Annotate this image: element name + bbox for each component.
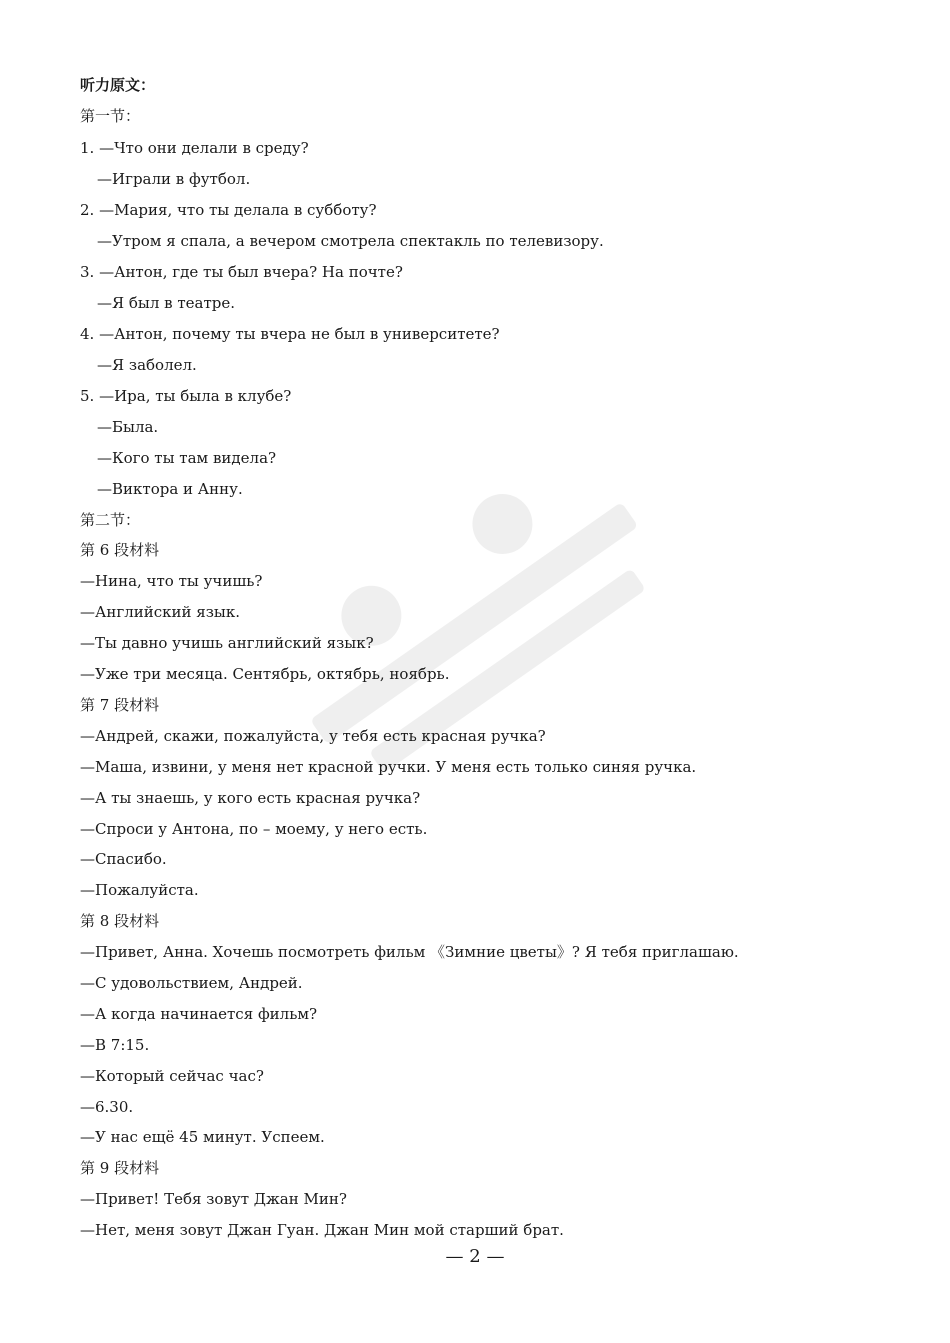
dialogue-line: —6.30. <box>80 1098 134 1116</box>
dialogue-line: —В 7:15. <box>80 1036 150 1054</box>
dialogue-line: —Была. <box>97 418 159 436</box>
page-number: — 2 — <box>445 1246 505 1267</box>
material-label: 第 8 段材料 <box>80 912 160 930</box>
dialogue-line: —Спасибо. <box>80 850 167 868</box>
page-title: 听力原文： <box>80 76 156 94</box>
section-heading: 第二节： <box>80 511 141 529</box>
watermark-image <box>270 440 730 880</box>
dialogue-line: —Привет! Тебя зовут Джан Мин? <box>80 1190 347 1208</box>
dialogue-line: —У нас ещё 45 минут. Успеем. <box>80 1128 325 1146</box>
dialogue-line: 3. —Антон, где ты был вчера? На почте? <box>80 263 403 281</box>
dialogue-line: —Маша, извини, у меня нет красной ручки. У меня есть только синяя ручка. <box>80 758 697 776</box>
dialogue-line: —Ты давно учишь английский язык? <box>80 634 374 652</box>
dialogue-line: —Я был в театре. <box>97 294 236 312</box>
dialogue-line: —Пожалуйста. <box>80 881 199 899</box>
dialogue-line: —Который сейчас час? <box>80 1067 264 1085</box>
dialogue-line: —Утром я спала, а вечером смотрела спектакль по телевизору. <box>97 232 604 250</box>
dialogue-line: —Андрей, скажи, пожалуйста, у тебя есть красная ручка? <box>80 727 546 745</box>
material-label: 第 9 段材料 <box>80 1159 160 1177</box>
dialogue-line: —Я заболел. <box>97 356 197 374</box>
dialogue-line: —Привет, Анна. Хочешь посмотреть фильм 《Зимние цветы》? Я тебя приглашаю. <box>80 943 739 961</box>
dialogue-line: —Уже три месяца. Сентябрь, октябрь, ноябрь. <box>80 665 450 683</box>
dialogue-line: —С удовольствием, Андрей. <box>80 974 303 992</box>
dialogue-line: 4. —Антон, почему ты вчера не был в университете? <box>80 325 500 343</box>
dialogue-line: 2. —Мария, что ты делала в субботу? <box>80 201 377 219</box>
dialogue-line: 5. —Ира, ты была в клубе? <box>80 387 292 405</box>
dialogue-line: —Виктора и Анну. <box>97 480 243 498</box>
dialogue-line: —А когда начинается фильм? <box>80 1005 318 1023</box>
section-heading: 第一节： <box>80 107 141 125</box>
material-label: 第 7 段材料 <box>80 696 160 714</box>
dialogue-line: —Играли в футбол. <box>97 170 251 188</box>
dialogue-line: —Нет, меня зовут Джан Гуан. Джан Мин мой старший брат. <box>80 1221 564 1239</box>
dialogue-line: —Спроси у Антона, по – моему, у него есть. <box>80 820 428 838</box>
dialogue-line: —А ты знаешь, у кого есть красная ручка? <box>80 789 421 807</box>
dialogue-line: 1. —Что они делали в среду? <box>80 139 309 157</box>
dialogue-line: —Нина, что ты учишь? <box>80 572 263 590</box>
material-label: 第 6 段材料 <box>80 541 160 559</box>
dialogue-line: —Кого ты там видела? <box>97 449 277 467</box>
dialogue-line: —Английский язык. <box>80 603 241 621</box>
